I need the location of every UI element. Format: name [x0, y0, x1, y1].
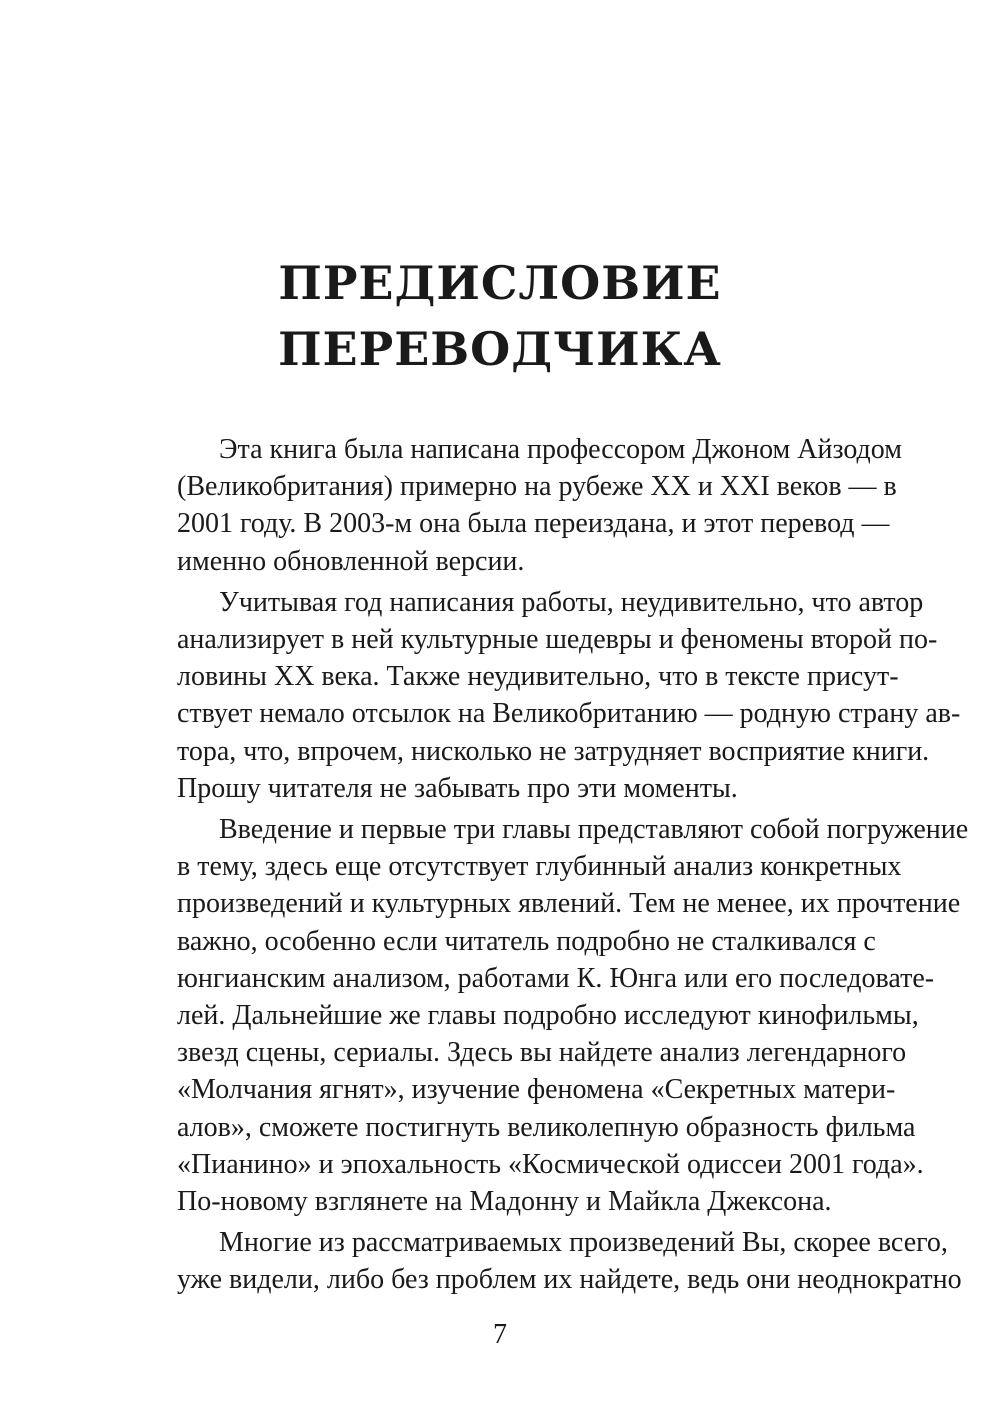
text-line: анализирует в ней культурные шедевры и феномены второй по-: [177, 624, 938, 656]
text-line: Прошу читателя не забывать про эти моменты.: [177, 772, 738, 804]
text-line: Многие из рассматриваемых произведений Вы, скорее всего,: [219, 1227, 948, 1259]
text-line: По-новому взглянете на Мадонну и Майкла Джексона.: [177, 1186, 832, 1218]
text-line: Введение и первые три главы представляют собой погружение: [219, 814, 969, 846]
text-line: ствует немало отсылок на Великобританию — родную страну ав-: [177, 698, 961, 730]
text-line: «Молчания ягнят», изучение феномена «Секретных матери-: [177, 1074, 896, 1106]
text-line: уже видели, либо без проблем их найдете, ведь они неоднократно: [177, 1264, 962, 1296]
paragraph-1: [135, 431, 902, 580]
text-line: «Пианино» и эпохальность «Космической одиссеи 2001 года».: [177, 1148, 924, 1180]
page-title: [0, 250, 1000, 382]
text-line: звезд сцены, сериалы. Здесь вы найдете анализ легендарного: [177, 1037, 907, 1069]
text-line: тора, что, впрочем, нисколько не затрудняет восприятие книги.: [177, 735, 930, 767]
paragraph-4: [135, 1224, 962, 1298]
body-text: [135, 431, 969, 1303]
text-line: 2001 году. В 2003-м она была переиздана, и этот перевод —: [177, 508, 890, 540]
text-line: произведений и культурных явлений. Тем не менее, их прочтение: [177, 888, 961, 920]
paragraph-2: [135, 584, 961, 807]
text-line: Эта книга была написана профессором Джоном Айзодом: [219, 434, 902, 465]
text-line: (Великобритания) примерно на рубеже XX и XXI веков — в: [177, 471, 897, 503]
text-line: алов», сможете постигнуть великолепную образность фильма: [177, 1111, 916, 1143]
title-line-1: ПРЕДИСЛОВИЕ: [278, 256, 722, 310]
text-line: важно, особенно если читатель подробно не сталкивался с: [177, 925, 876, 957]
page-number: 7: [493, 1319, 507, 1350]
text-line: в тему, здесь еще отсутствует глубинный анализ конкретных: [177, 851, 902, 883]
text-line: юнгианским анализом, работами К. Юнга или его последовате-: [177, 962, 935, 994]
text-line: именно обновленной версии.: [177, 545, 525, 577]
paragraph-3: [135, 811, 969, 1220]
text-line: лей. Дальнейшие же главы подробно исследуют кинофильмы,: [177, 1000, 919, 1032]
text-line: Учитывая год написания работы, неудивительно, что автор: [219, 586, 924, 618]
text-line: ловины XX века. Также неудивительно, что в тексте присут-: [177, 661, 899, 693]
title-line-2: ПЕРЕВОДЧИКА: [278, 322, 722, 376]
